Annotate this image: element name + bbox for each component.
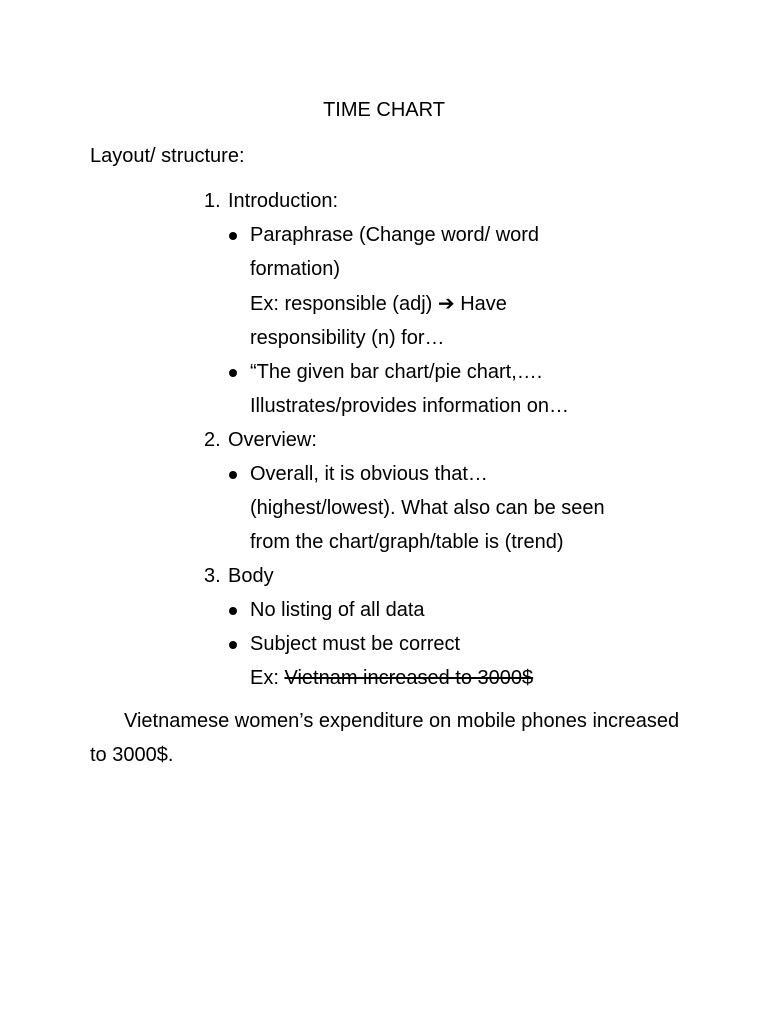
list-item [204,593,684,627]
bullet-text-line: Paraphrase (Change word/ word [250,224,540,246]
bullet-text-line: No listing of all data [250,599,425,621]
bullet-text-line: Subject must be correct [250,633,461,655]
layout-heading: Layout/ structure: [90,145,245,167]
example-prefix: Ex: [250,667,279,689]
example-suffix: Have [460,293,507,315]
section-overview [204,423,684,457]
section-body [204,559,684,593]
list-item [204,627,684,695]
list-item [204,457,684,559]
outline-list [204,184,684,695]
example-line [250,661,684,695]
bullet-icon [229,471,237,479]
body-bullets [204,593,684,695]
example-line [250,286,684,321]
bullet-text-line: Illustrates/provides information on… [250,395,570,417]
section-number: 1. [204,190,221,212]
struck-example: Vietnam increased to 3000$ [284,667,534,689]
list-item [204,355,684,423]
bullet-text-line: Overall, it is obvious that… [250,463,488,485]
overview-bullets [204,457,684,559]
introduction-bullets [204,218,684,423]
bullet-icon [229,232,237,240]
example-prefix: Ex: responsible (adj) [250,293,433,315]
section-heading: Overview: [228,429,317,451]
section-number: 2. [204,429,221,451]
bullet-text-line: formation) [250,258,341,280]
section-introduction [204,184,684,218]
bullet-icon [229,607,237,615]
bullet-icon [229,641,237,649]
section-heading: Introduction: [228,190,339,212]
bullet-text-line: “The given bar chart/pie chart,…. [250,361,543,383]
list-item [204,218,684,355]
conclusion-paragraph: Vietnamese women’s expenditure on mobile phones increased to 3000$. [90,710,680,766]
bullet-text-line: (highest/lowest). What also can be seen [250,497,605,519]
section-heading: Body [228,565,274,587]
document-title: TIME CHART [323,99,445,121]
bullet-text-line: from the chart/graph/table is (trend) [250,531,564,553]
bullet-icon [229,369,237,377]
example-line-2: responsibility (n) for… [250,327,445,349]
section-number: 3. [204,565,221,587]
arrow-right-icon: ➔ [437,291,455,315]
